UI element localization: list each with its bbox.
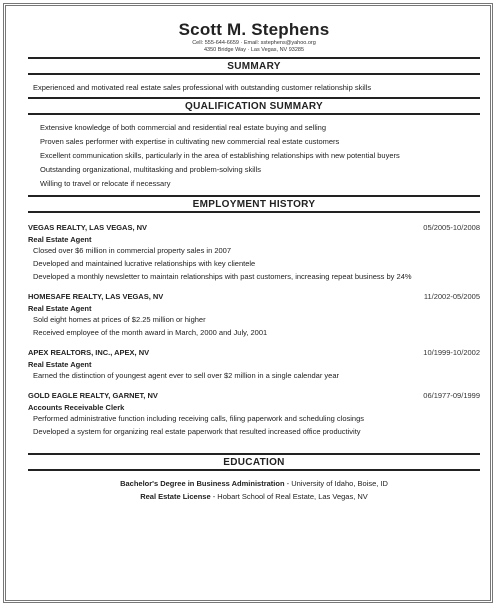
education-entry [28,477,480,490]
job-duty: Developed a monthly newsletter to maintain relationships with past customers, increasing repeat business by 24% [33,272,412,281]
job-duty: Performed administrative function including receiving calls, filing paperwork and scheduling closings [33,414,365,423]
resume-page [28,16,480,503]
qualification-item: Willing to travel or relocate if necessary [40,179,171,188]
job-employer: GOLD EAGLE REALTY, GARNET, NV [28,391,158,400]
qualification-list [40,121,480,191]
job-duties [33,371,480,381]
education-school: - University of Idaho, Boise, ID [284,479,388,488]
job-title: Accounts Receivable Clerk [28,403,125,412]
job-employer: APEX REALTORS, INC., APEX, NV [28,348,150,357]
job-duties [33,414,480,437]
contact-line-2: 4350 Bridge Way · Las Vegas, NV 93285 [203,47,305,53]
summary-heading: SUMMARY [28,57,480,75]
education-school: - Hobart School of Real Estate, Las Vegas, NV [210,492,368,501]
qualification-item: Excellent communication skills, particularly in the area of establishing relationships with new potential buyers [40,151,400,160]
job-title: Real Estate Agent [28,360,92,369]
job-entry [28,391,480,437]
summary-text: Experienced and motivated real estate sales professional with outstanding customer relationship skills [33,83,372,92]
job-duties [33,246,480,282]
job-duty: Developed and maintained lucrative relationships with key clientele [33,259,256,268]
education-entry [28,490,480,503]
job-entry [28,348,480,381]
qualification-item: Extensive knowledge of both commercial and residential real estate buying and selling [40,123,326,132]
job-dates: 05/2005-10/2008 [423,223,480,232]
education-heading: EDUCATION [28,453,480,471]
qualification-item: Outstanding organizational, multitasking and problem-solving skills [40,165,261,174]
qualification-heading: QUALIFICATION SUMMARY [28,97,480,115]
job-entry [28,223,480,282]
employment-heading: EMPLOYMENT HISTORY [28,195,480,213]
job-employer: VEGAS REALTY, LAS VEGAS, NV [28,223,148,232]
education-list [28,477,480,503]
job-duty: Sold eight homes at prices of $2.25 million or higher [33,315,206,324]
job-title: Real Estate Agent [28,304,92,313]
job-title: Real Estate Agent [28,235,92,244]
job-entry [28,292,480,338]
job-duty: Received employee of the month award in March, 2000 and July, 2001 [33,328,268,337]
job-duty: Developed a system for organizing real estate paperwork that resulted increased office productivity [33,427,361,436]
job-dates: 11/2002-05/2005 [423,292,480,301]
job-dates: 06/1977-09/1999 [423,391,480,400]
contact-line-1: Cell: 555-644-6659 · Email: sstephens@yahoo.org [192,40,316,46]
resume-name: Scott M. Stephens [178,20,330,39]
education-degree: Real Estate License [140,492,211,501]
education-degree: Bachelor's Degree in Business Administration [120,479,285,488]
qualification-item: Proven sales performer with expertise in cultivating new commercial real estate customers [40,137,340,146]
job-duty: Earned the distinction of youngest agent ever to sell over $2 million in a single calendar year [33,371,340,380]
job-duty: Closed over $6 million in commercial property sales in 2007 [33,246,232,255]
job-duties [33,315,480,338]
job-employer: HOMESAFE REALTY, LAS VEGAS, NV [28,292,164,301]
job-dates: 10/1999-10/2002 [423,348,480,357]
page-frame [3,3,493,603]
